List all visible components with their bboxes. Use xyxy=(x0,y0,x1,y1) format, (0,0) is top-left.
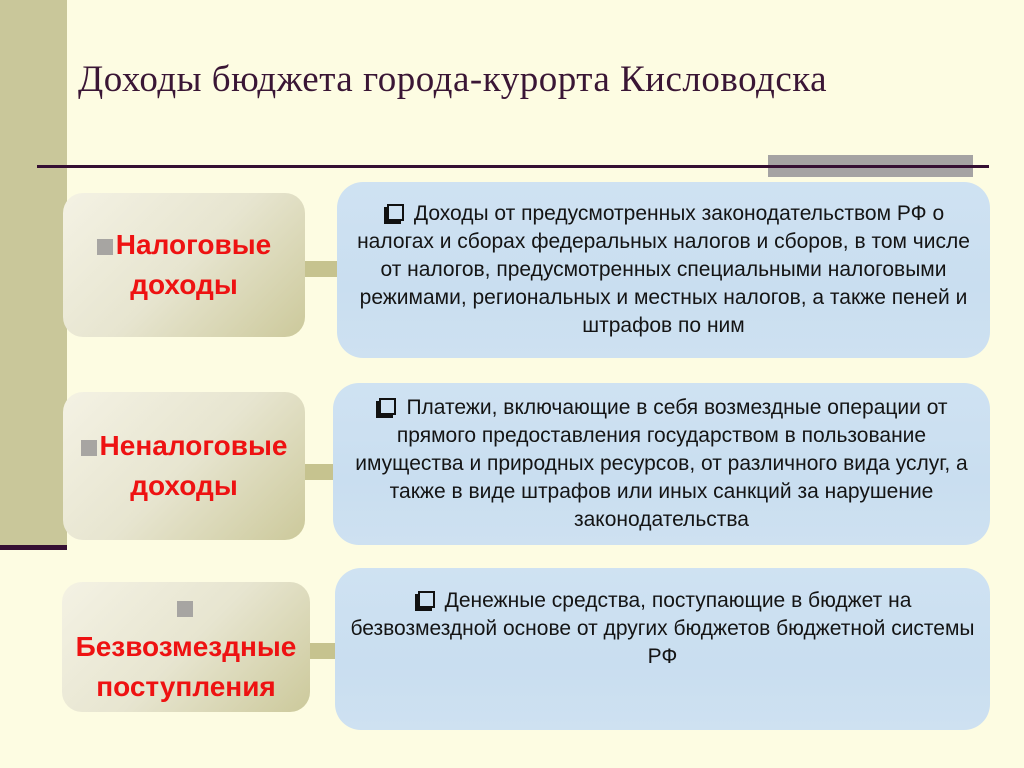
square-bullet-icon xyxy=(81,440,97,456)
definition-text: Денежные средства, поступающие в бюджет на безвозмездной основе от других бюджетов бюджетной системы РФ xyxy=(350,589,975,668)
definition-paragraph xyxy=(337,200,990,340)
definition-paragraph xyxy=(335,587,990,711)
checkbox-icon xyxy=(418,591,435,608)
definition-box-nontax-revenues xyxy=(333,383,990,545)
category-text: Налоговые доходы xyxy=(115,229,272,300)
checkbox-icon xyxy=(387,204,404,221)
square-bullet-icon xyxy=(97,239,113,255)
definition-box-tax-revenues xyxy=(337,182,990,358)
definition-paragraph xyxy=(333,394,990,534)
title-rule xyxy=(37,165,989,168)
category-label xyxy=(63,225,305,305)
category-label xyxy=(62,587,310,707)
category-text: Безвозмездные поступления xyxy=(75,631,297,702)
definition-text: Платежи, включающие в себя возмездные операции от прямого предоставления государством в пользование имущества и природных ресурсов, от различного вида услуг, а также в виде штрафов или иных санкций за нарушение законодательства xyxy=(355,396,968,531)
category-box-tax-revenues xyxy=(63,193,305,337)
category-label xyxy=(63,426,305,506)
definition-text: Доходы от предусмотренных законодательством РФ о налогах и сборах федеральных налогов и сборов, в том числе от налогов, предусмотренных специальными налоговыми режимами, региональных и местных налогов, а также пеней и штрафов по ним xyxy=(357,202,970,337)
definition-box-gratuitous-receipts xyxy=(335,568,990,730)
left-stripe xyxy=(0,0,67,545)
left-stripe-underline xyxy=(0,545,67,550)
checkbox-icon xyxy=(379,398,396,415)
category-text: Неналоговые доходы xyxy=(99,430,288,501)
slide-title: Доходы бюджета города-курорта Кисловодска xyxy=(78,59,828,100)
category-box-nontax-revenues xyxy=(63,392,305,540)
square-bullet-icon xyxy=(177,601,193,617)
category-box-gratuitous-receipts xyxy=(62,582,310,712)
